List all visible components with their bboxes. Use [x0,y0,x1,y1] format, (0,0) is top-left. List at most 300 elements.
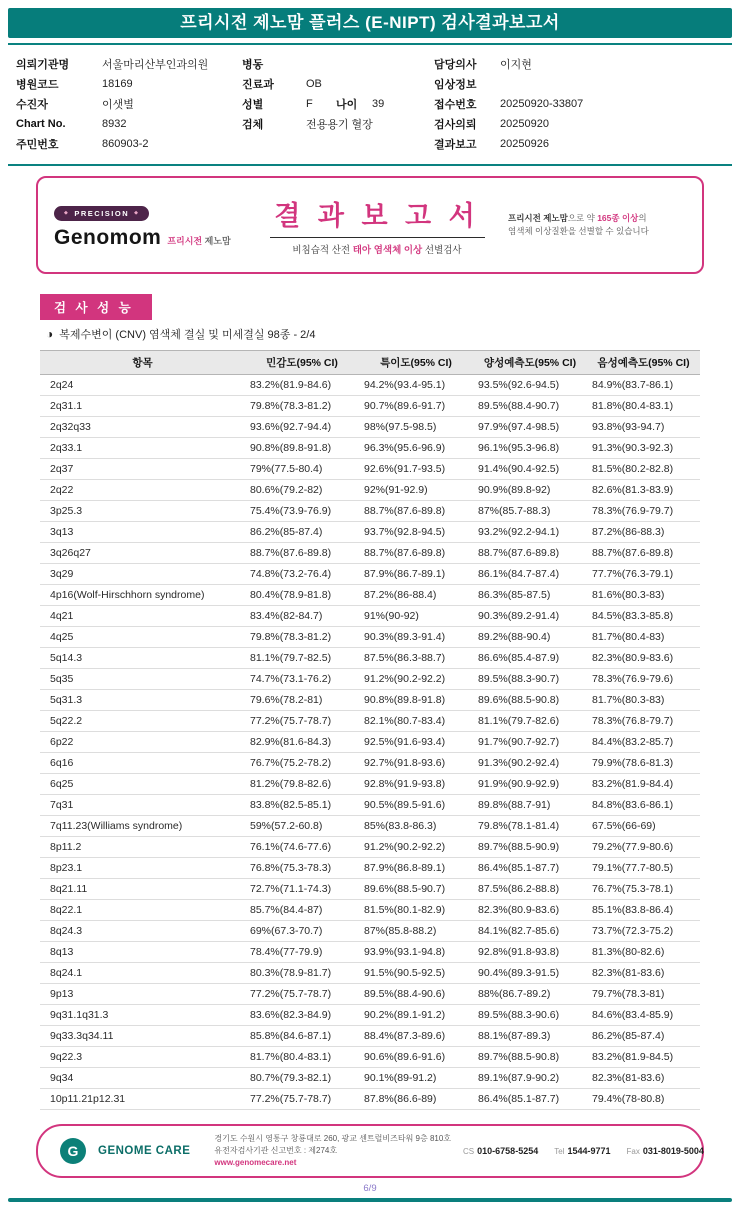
report-title: 프리시전 제노맘 플러스 (E-NIPT) 검사결과보고서 [180,13,560,32]
value-cell: 74.8%(73.2-76.4) [245,564,359,585]
value-cell: 93.6%(92.7-94.4) [245,417,359,438]
item-cell: 2q31.1 [40,396,245,417]
table-row [40,816,700,837]
value-cell: 87.2%(86-88.3) [587,522,700,543]
value-cell: 87.8%(86.6-89) [359,1089,473,1110]
patient-info-col3 [434,54,732,154]
report-title-banner [8,8,732,38]
value-cell: 76.8%(75.3-78.3) [245,858,359,879]
value-cell: 89.6%(88.5-90.7) [359,879,473,900]
info-label: 수진자 [16,99,48,111]
value-cell: 79.2%(77.9-80.6) [587,837,700,858]
value-cell: 91.3%(90.2-92.4) [473,753,587,774]
brand-korean: 프리시전 제노맘 [167,235,231,246]
info-row-gender-age [242,94,434,114]
item-cell: 2q32q33 [40,417,245,438]
value-cell: 92%(91-92.9) [359,480,473,501]
table-row [40,732,700,753]
info-label: Chart No. [16,118,66,130]
table-row [40,942,700,963]
value-cell: 79.7%(78.3-81) [587,984,700,1005]
performance-table-head [40,351,700,375]
genomom-logo [54,201,246,250]
item-cell: 6p22 [40,732,245,753]
brand-wordmark: Genomom [54,225,162,249]
info-label: 주민번호 [16,139,59,151]
item-cell: 8p11.2 [40,837,245,858]
value-cell: 90.3%(89.3-91.4) [359,627,473,648]
value-cell: 91.9%(90.9-92.9) [473,774,587,795]
title-underline [270,237,485,238]
value-cell: 89.7%(88.5-90.8) [473,1047,587,1068]
value-cell: 92.7%(91.8-93.6) [359,753,473,774]
value-cell: 86.6%(85.4-87.9) [473,648,587,669]
value-cell: 84.1%(82.7-85.6) [473,921,587,942]
value-cell: 82.6%(81.3-83.9) [587,480,700,501]
table-row [40,1026,700,1047]
item-cell: 5q35 [40,669,245,690]
item-cell: 6q25 [40,774,245,795]
value-cell: 84.9%(83.7-86.1) [587,375,700,396]
value-cell: 89.7%(88.5-90.9) [473,837,587,858]
info-row-institution [16,54,242,74]
item-cell: 10p11.21p12.31 [40,1089,245,1110]
table-note-text: 복제수변이 (CNV) 염색체 결실 및 미세결실 98종 - 2/4 [59,329,316,341]
table-row [40,858,700,879]
contact-cs: CS 010-6758-5254 [463,1146,539,1156]
value-cell: 75.4%(73.9-76.9) [245,501,359,522]
info-row-clinical-info [434,74,732,94]
divider-bottom [8,164,732,166]
table-row [40,459,700,480]
info-label: 진료과 [242,79,274,91]
item-cell: 3q29 [40,564,245,585]
info-label: 병원코드 [16,79,59,91]
info-value: OB [306,78,322,90]
value-cell: 81.3%(80-82.6) [587,942,700,963]
value-cell: 81.7%(80.4-83.1) [245,1047,359,1068]
value-cell: 80.6%(79.2-82) [245,480,359,501]
value-cell: 85.8%(84.6-87.1) [245,1026,359,1047]
item-cell: 7q11.23(Williams syndrome) [40,816,245,837]
value-cell: 92.5%(91.6-93.4) [359,732,473,753]
info-value-gender: F [306,98,313,110]
value-cell: 79%(77.5-80.4) [245,459,359,480]
value-cell: 72.7%(71.1-74.3) [245,879,359,900]
value-cell: 92.8%(91.8-93.8) [473,942,587,963]
value-cell: 86.2%(85-87.4) [245,522,359,543]
value-cell: 79.4%(78-80.8) [587,1089,700,1110]
info-value-age: 39 [372,98,385,110]
value-cell: 96.1%(95.3-96.8) [473,438,587,459]
table-row [40,795,700,816]
item-cell: 7q31 [40,795,245,816]
value-cell: 89.5%(88.4-90.6) [359,984,473,1005]
table-row [40,984,700,1005]
value-cell: 88.7%(87.6-89.8) [473,543,587,564]
table-note [46,326,732,342]
column-header-specificity: 특이도(95% CI) [359,351,473,375]
value-cell: 93.5%(92.6-94.5) [473,375,587,396]
info-label: 결과보고 [434,139,477,151]
table-row [40,501,700,522]
table-row [40,711,700,732]
column-header-npv: 음성예측도(95% CI) [587,351,700,375]
genomecare-logo-icon: G [60,1138,86,1164]
item-cell: 2q37 [40,459,245,480]
table-row [40,543,700,564]
value-cell: 90.5%(89.5-91.6) [359,795,473,816]
item-cell: 8q21.11 [40,879,245,900]
value-cell: 82.3%(80.9-83.6) [473,900,587,921]
item-cell: 8q13 [40,942,245,963]
table-row [40,606,700,627]
table-row [40,963,700,984]
value-cell: 97.9%(97.4-98.5) [473,417,587,438]
value-cell: 87%(85.7-88.3) [473,501,587,522]
item-cell: 5q31.3 [40,690,245,711]
value-cell: 81.6%(80.3-83) [587,585,700,606]
value-cell: 96.3%(95.6-96.9) [359,438,473,459]
value-cell: 79.6%(78.2-81) [245,690,359,711]
value-cell: 69%(67.3-70.7) [245,921,359,942]
value-cell: 85.1%(83.8-86.4) [587,900,700,921]
value-cell: 90.7%(89.6-91.7) [359,396,473,417]
value-cell: 85.7%(84.4-87) [245,900,359,921]
item-cell: 4p16(Wolf-Hirschhorn syndrome) [40,585,245,606]
table-row [40,1089,700,1110]
table-row [40,837,700,858]
value-cell: 77.2%(75.7-78.7) [245,984,359,1005]
result-report-header [36,176,704,274]
value-cell: 91.2%(90.2-92.2) [359,837,473,858]
item-cell: 9q22.3 [40,1047,245,1068]
value-cell: 74.7%(73.1-76.2) [245,669,359,690]
report-subtitle: 비침습적 산전 태아 염색체 이상 선별검사 [292,245,462,256]
table-row [40,585,700,606]
item-cell: 4q21 [40,606,245,627]
value-cell: 83.6%(82.3-84.9) [245,1005,359,1026]
value-cell: 91.4%(90.4-92.5) [473,459,587,480]
value-cell: 87%(85.8-88.2) [359,921,473,942]
value-cell: 81.7%(80.3-83) [587,690,700,711]
table-row [40,375,700,396]
value-cell: 91.5%(90.5-92.5) [359,963,473,984]
info-label: 담당의사 [434,59,477,71]
item-cell: 5q22.2 [40,711,245,732]
table-row [40,669,700,690]
info-row-request-date [434,114,732,134]
item-cell: 9q31.1q31.3 [40,1005,245,1026]
value-cell: 81.7%(80.4-83) [587,627,700,648]
value-cell: 80.4%(78.9-81.8) [245,585,359,606]
value-cell: 91.3%(90.3-92.3) [587,438,700,459]
item-cell: 8q24.1 [40,963,245,984]
table-row [40,417,700,438]
value-cell: 89.5%(88.3-90.6) [473,1005,587,1026]
page-number: 6/9 [363,1183,377,1194]
info-value: 전용용기 혈장 [306,119,373,131]
report-header-center [246,194,508,256]
value-cell: 83.2%(81.9-84.5) [587,1047,700,1068]
item-cell: 3p25.3 [40,501,245,522]
value-cell: 82.1%(80.7-83.4) [359,711,473,732]
value-cell: 79.8%(78.3-81.2) [245,627,359,648]
value-cell: 90.6%(89.6-91.6) [359,1047,473,1068]
value-cell: 82.3%(81-83.6) [587,963,700,984]
value-cell: 78.3%(76.9-79.7) [587,501,700,522]
info-row-doctor [434,54,732,74]
value-cell: 81.5%(80.1-82.9) [359,900,473,921]
value-cell: 88.4%(87.3-89.6) [359,1026,473,1047]
value-cell: 76.7%(75.3-78.1) [587,879,700,900]
info-row-chart-no [16,114,242,134]
value-cell: 90.4%(89.3-91.5) [473,963,587,984]
performance-table-body [40,375,700,1110]
info-label: 검체 [242,119,264,131]
info-value: 서울마리산부인과의원 [102,59,209,71]
item-cell: 6q16 [40,753,245,774]
table-row [40,480,700,501]
value-cell: 92.8%(91.9-93.8) [359,774,473,795]
value-cell: 92.6%(91.7-93.5) [359,459,473,480]
footer [36,1124,704,1178]
value-cell: 80.3%(78.9-81.7) [245,963,359,984]
value-cell: 79.8%(78.1-81.4) [473,816,587,837]
value-cell: 88.7%(87.6-89.8) [245,543,359,564]
table-row [40,648,700,669]
value-cell: 77.2%(75.7-78.7) [245,711,359,732]
value-cell: 81.1%(79.7-82.6) [473,711,587,732]
badge-label: PRECISION [74,208,130,218]
info-label: 접수번호 [434,99,477,111]
value-cell: 83.2%(81.9-84.4) [587,774,700,795]
item-cell: 4q25 [40,627,245,648]
genomecare-logo-text: GENOME CARE [98,1145,191,1157]
table-row [40,438,700,459]
value-cell: 81.8%(80.4-83.1) [587,396,700,417]
value-cell: 90.9%(89.8-92) [473,480,587,501]
value-cell: 82.3%(80.9-83.6) [587,648,700,669]
patient-info-col2 [242,54,434,154]
value-cell: 84.6%(83.4-85.9) [587,1005,700,1026]
column-header-item: 항목 [40,351,245,375]
item-cell: 3q13 [40,522,245,543]
value-cell: 89.5%(88.4-90.7) [473,396,587,417]
value-cell: 78.3%(76.9-79.6) [587,669,700,690]
value-cell: 76.1%(74.6-77.6) [245,837,359,858]
value-cell: 86.4%(85.1-87.7) [473,858,587,879]
precision-badge [54,206,149,221]
table-row [40,879,700,900]
address-line1: 경기도 수원시 영통구 창룡대로 260, 광교 센트럴비즈타워 9층 810호 [214,1134,452,1143]
performance-table [40,350,700,1110]
table-row [40,564,700,585]
table-row [40,1005,700,1026]
value-cell: 77.7%(76.3-79.1) [587,564,700,585]
value-cell: 84.5%(83.3-85.8) [587,606,700,627]
contact-tel: Tel 1544-9771 [554,1146,611,1156]
item-cell: 2q33.1 [40,438,245,459]
value-cell: 91.2%(90.2-92.2) [359,669,473,690]
value-cell: 88.7%(87.6-89.8) [359,543,473,564]
info-value: 20250926 [500,138,549,150]
value-cell: 90.8%(89.8-91.8) [359,690,473,711]
value-cell: 87.9%(86.7-89.1) [359,564,473,585]
value-cell: 86.3%(85-87.5) [473,585,587,606]
value-cell: 87.2%(86-88.4) [359,585,473,606]
header-row [40,351,700,375]
badge-dot-icon: ◆ [64,209,70,216]
info-row-report-date [434,134,732,154]
value-cell: 83.2%(81.9-84.6) [245,375,359,396]
value-cell: 59%(57.2-60.8) [245,816,359,837]
item-cell: 8q22.1 [40,900,245,921]
value-cell: 88.1%(87-89.3) [473,1026,587,1047]
item-cell: 8p23.1 [40,858,245,879]
half-circle-icon: ◑ [46,327,54,341]
info-value: 860903-2 [102,138,149,150]
value-cell: 81.2%(79.8-82.6) [245,774,359,795]
table-row [40,753,700,774]
value-cell: 88.7%(87.6-89.8) [359,501,473,522]
value-cell: 88.7%(87.6-89.8) [587,543,700,564]
value-cell: 82.9%(81.6-84.3) [245,732,359,753]
info-row-receipt-no [434,94,732,114]
section-title: 검 사 성 능 [40,294,152,320]
value-cell: 83.4%(82-84.7) [245,606,359,627]
info-value: 20250920-33807 [500,98,584,110]
value-cell: 73.7%(72.3-75.2) [587,921,700,942]
badge-dot-icon: ◆ [134,209,140,216]
column-header-ppv: 양성예측도(95% CI) [473,351,587,375]
footer-address [214,1133,451,1169]
value-cell: 93.2%(92.2-94.1) [473,522,587,543]
info-row-ward [242,54,434,74]
info-row-department [242,74,434,94]
item-cell: 9q34 [40,1068,245,1089]
item-cell: 2q24 [40,375,245,396]
value-cell: 84.8%(83.6-86.1) [587,795,700,816]
value-cell: 90.2%(89.1-91.2) [359,1005,473,1026]
info-value: 이샛별 [102,99,134,111]
value-cell: 84.4%(83.2-85.7) [587,732,700,753]
value-cell: 87.5%(86.3-88.7) [359,648,473,669]
value-cell: 88%(86.7-89.2) [473,984,587,1005]
column-header-sensitivity: 민감도(95% CI) [245,351,359,375]
value-cell: 90.3%(89.2-91.4) [473,606,587,627]
value-cell: 79.9%(78.6-81.3) [587,753,700,774]
info-label: 성별 [242,99,264,111]
table-row [40,627,700,648]
info-label: 의뢰기관명 [16,59,70,71]
contact-fax: Fax 031-8019-5004 [626,1146,704,1156]
table-row [40,1047,700,1068]
info-row-hospital-code [16,74,242,94]
item-cell: 9p13 [40,984,245,1005]
value-cell: 78.3%(76.8-79.7) [587,711,700,732]
value-cell: 89.8%(88.7-91) [473,795,587,816]
value-cell: 67.5%(66-69) [587,816,700,837]
report-side-note: 프리시전 제노맘으로 약 165종 이상의 염색체 이상질환을 선별할 수 있습니다 [508,212,649,236]
value-cell: 89.1%(87.9-90.2) [473,1068,587,1089]
value-cell: 80.7%(79.3-82.1) [245,1068,359,1089]
footer-contacts [463,1146,704,1156]
value-cell: 89.2%(88-90.4) [473,627,587,648]
patient-info-col1 [16,54,242,154]
value-cell: 93.7%(92.8-94.5) [359,522,473,543]
table-row [40,396,700,417]
value-cell: 83.8%(82.5-85.1) [245,795,359,816]
table-row [40,690,700,711]
info-label-age: 나이 [336,99,358,111]
value-cell: 94.2%(93.4-95.1) [359,375,473,396]
item-cell: 8q24.3 [40,921,245,942]
value-cell: 86.2%(85-87.4) [587,1026,700,1047]
item-cell: 3q26q27 [40,543,245,564]
brand-line [54,226,246,250]
item-cell: 9q33.3q34.11 [40,1026,245,1047]
bottom-teal-bar [8,1198,732,1202]
value-cell: 79.8%(78.3-81.2) [245,396,359,417]
table-row [40,774,700,795]
info-value: 이지현 [500,59,532,71]
website-link[interactable]: www.genomecare.net [214,1158,297,1167]
value-cell: 76.7%(75.2-78.2) [245,753,359,774]
info-value: 8932 [102,118,127,130]
info-label: 병동 [242,59,264,71]
value-cell: 77.2%(75.7-78.7) [245,1089,359,1110]
patient-info-section [8,45,732,164]
value-cell: 91%(90-92) [359,606,473,627]
value-cell: 81.1%(79.7-82.5) [245,648,359,669]
value-cell: 98%(97.5-98.5) [359,417,473,438]
value-cell: 91.7%(90.7-92.7) [473,732,587,753]
info-label: 임상정보 [434,79,477,91]
info-row-patient-name [16,94,242,114]
table-row [40,921,700,942]
value-cell: 93.8%(93-94.7) [587,417,700,438]
value-cell: 86.4%(85.1-87.7) [473,1089,587,1110]
info-row-resident-no [16,134,242,154]
info-value: 18169 [102,78,133,90]
value-cell: 86.1%(84.7-87.4) [473,564,587,585]
value-cell: 87.9%(86.8-89.1) [359,858,473,879]
value-cell: 93.9%(93.1-94.8) [359,942,473,963]
info-label: 검사의뢰 [434,119,477,131]
value-cell: 89.5%(88.3-90.7) [473,669,587,690]
value-cell: 82.3%(81-83.6) [587,1068,700,1089]
performance-section-header [40,294,732,316]
table-row [40,900,700,921]
value-cell: 81.5%(80.2-82.8) [587,459,700,480]
value-cell: 78.4%(77-79.9) [245,942,359,963]
value-cell: 87.5%(86.2-88.8) [473,879,587,900]
value-cell: 79.1%(77.7-80.5) [587,858,700,879]
value-cell: 90.1%(89-91.2) [359,1068,473,1089]
value-cell: 90.8%(89.8-91.8) [245,438,359,459]
value-cell: 89.6%(88.5-90.8) [473,690,587,711]
info-value: 20250920 [500,118,549,130]
table-row [40,522,700,543]
table-row [40,1068,700,1089]
info-row-specimen [242,114,434,134]
value-cell: 85%(83.8-86.3) [359,816,473,837]
result-report-title: 결 과 보 고 서 [274,201,480,231]
address-line2: 유전자검사기관 신고번호 : 제274호 [214,1146,338,1155]
item-cell: 2q22 [40,480,245,501]
item-cell: 5q14.3 [40,648,245,669]
